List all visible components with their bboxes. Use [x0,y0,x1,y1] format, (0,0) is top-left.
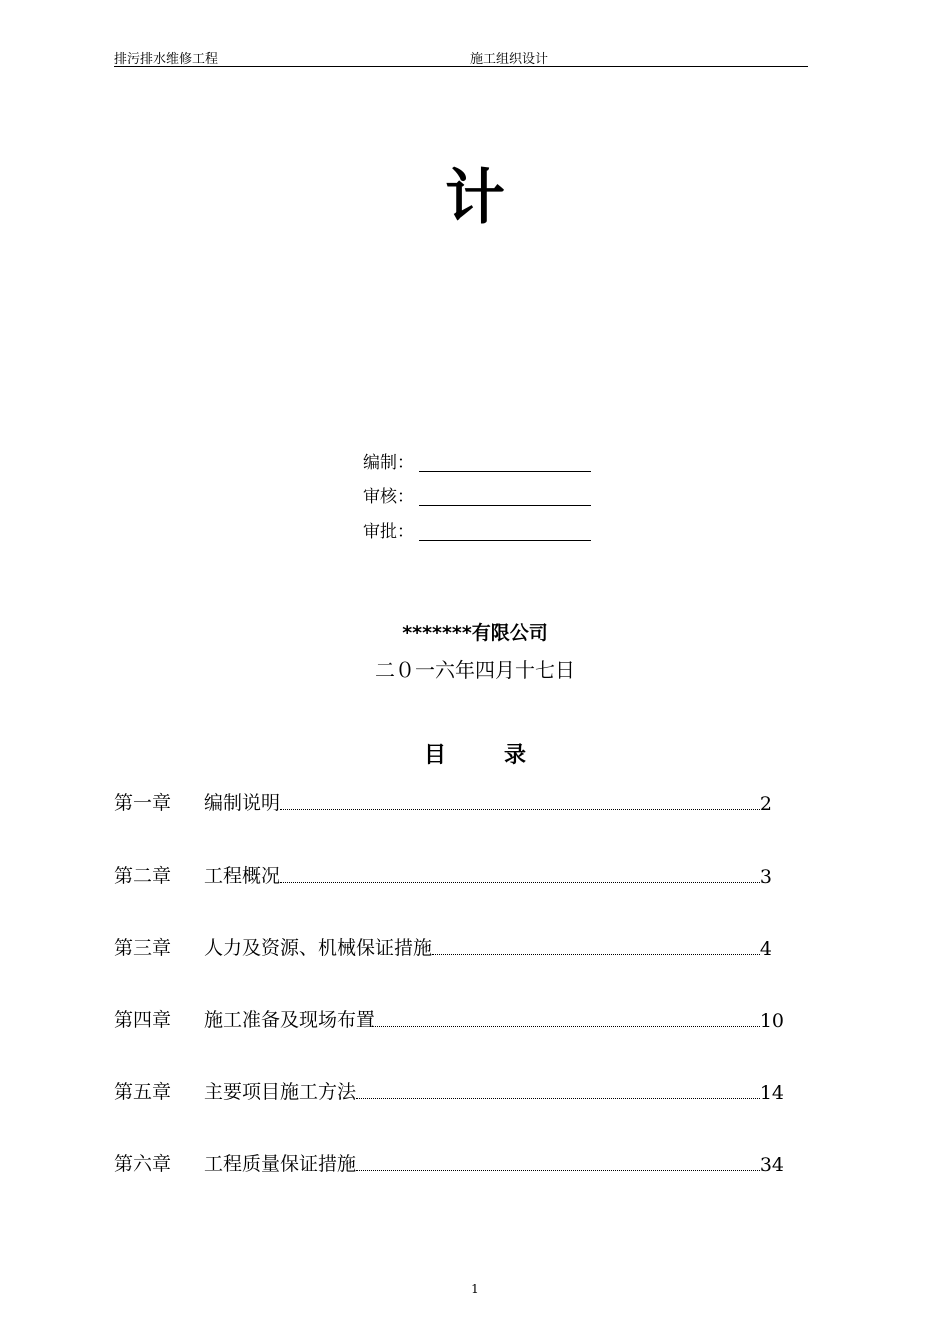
toc-chapter: 第五章 [114,1081,172,1103]
toc-page-number: 10 [759,1010,784,1032]
header-doc-type: 施工组织设计 [470,52,549,67]
toc-item[interactable] [114,934,772,960]
company-name: *******有限公司 [402,622,548,644]
header-project-name: 排污排水维修工程 [114,52,219,67]
toc-chapter: 第二章 [114,865,172,887]
toc-item-title: 主要项目施工方法 [204,1081,357,1103]
toc-page-number: 3 [759,866,772,888]
toc-title-left: 目 [423,743,446,768]
toc-item[interactable] [114,789,772,815]
signature-label: 编制： [363,453,414,473]
signature-line [419,470,591,472]
signature-label: 审核： [363,487,414,507]
page-number: 1 [471,1282,479,1296]
toc-leader-dots [375,1025,760,1027]
toc-page-number: 34 [759,1154,784,1176]
signature-line [419,504,591,506]
toc-page-number: 4 [759,938,772,960]
toc-page-number: 2 [759,793,772,815]
toc-chapter: 第一章 [114,792,172,814]
toc-chapter: 第四章 [114,1009,172,1031]
toc-title-right: 录 [504,743,527,768]
toc-page-number: 14 [759,1082,784,1104]
toc-leader-dots [356,1169,760,1171]
toc-item[interactable] [114,1006,784,1032]
toc-chapter: 第六章 [114,1153,172,1175]
signature-line [419,539,591,541]
toc-item[interactable] [114,862,772,888]
toc-item-title: 施工准备及现场布置 [204,1009,376,1031]
toc-item-title: 人力及资源、机械保证措施 [204,937,433,959]
toc-leader-dots [280,808,760,810]
cover-title-char: 计 [445,163,505,233]
signature-label: 审批： [363,522,414,542]
toc-item-title: 工程质量保证措施 [204,1153,357,1175]
toc-item-title: 工程概况 [204,865,281,887]
toc-leader-dots [432,953,760,955]
document-date: 二０一六年四月十七日 [375,658,575,682]
signature-row-approve [363,517,591,542]
page-header [114,48,808,67]
toc-item[interactable] [114,1150,784,1176]
toc-title [0,738,950,769]
signature-row-compile [363,448,591,473]
toc-leader-dots [280,881,760,883]
toc-chapter: 第三章 [114,937,172,959]
toc-item[interactable] [114,1078,784,1104]
signature-row-review [363,482,591,507]
toc-leader-dots [356,1097,760,1099]
toc-item-title: 编制说明 [204,792,281,814]
